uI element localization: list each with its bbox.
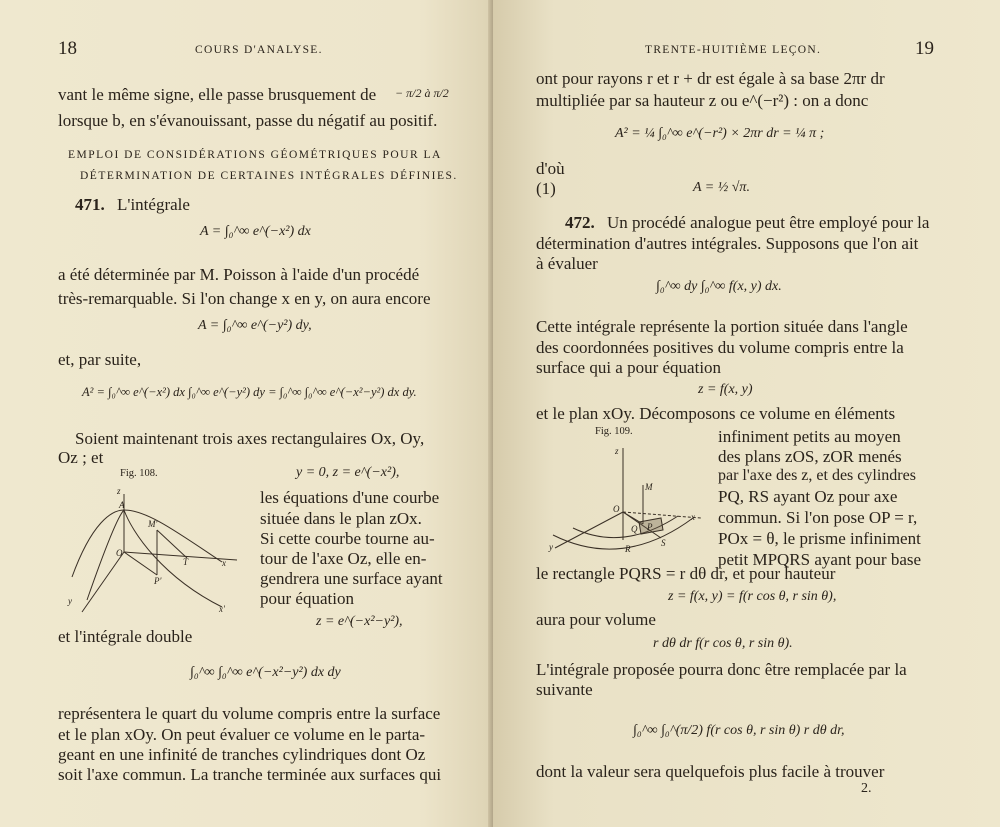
equation: y = 0, z = e^(−x²), xyxy=(296,465,400,480)
text-line: ont pour rayons r et r + dr est égale à sa base 2πr dr xyxy=(536,69,885,88)
equation: A = ∫₀^∞ e^(−y²) dy, xyxy=(198,318,312,333)
text-line: a été déterminée par M. Poisson à l'aide d'un procédé xyxy=(58,265,420,284)
text-line: PQ, RS ayant Oz pour axe xyxy=(718,487,898,506)
fig-label: A xyxy=(119,500,125,510)
text-line: Cette intégrale représente la portion située dans l'angle xyxy=(536,317,908,336)
text-line: très-remarquable. Si l'on change x en y, on aura encore xyxy=(58,289,431,308)
text-line: et l'intégrale double xyxy=(58,627,193,646)
equation: ∫₀^∞ ∫₀^(π/2) f(r cos θ, r sin θ) r dθ dr, xyxy=(633,723,845,738)
text-line: détermination d'autres intégrales. Supposons que l'on ait xyxy=(536,234,919,253)
text-line: d'où xyxy=(536,159,565,178)
text-line: surface qui a pour équation xyxy=(536,358,722,377)
x-axis xyxy=(124,552,237,560)
fig-label: P' xyxy=(154,576,162,586)
fig-label: M xyxy=(645,482,653,492)
text-line: petit MPQRS ayant pour base xyxy=(718,550,922,569)
figure-108 xyxy=(62,482,262,622)
text-line: tour de l'axe Oz, elle en- xyxy=(260,549,427,568)
text-line: par l'axe des z, et des cylindres xyxy=(718,467,916,484)
fig-label: Q xyxy=(631,524,638,534)
text-line: Si cette courbe tourne au- xyxy=(260,529,435,548)
equation: z = f(x, y) = f(r cos θ, r sin θ), xyxy=(668,589,837,604)
text-line: multipliée par sa hauteur z ou e^(−r²) : on a donc xyxy=(536,91,869,110)
text-line: et, par suite, xyxy=(58,350,142,369)
y-axis xyxy=(555,512,623,548)
section-title: DÉTERMINATION DE CERTAINES INTÉGRALES DÉFINIES. xyxy=(80,170,458,182)
fig-label: y xyxy=(549,542,553,552)
fig-label: y xyxy=(68,596,72,606)
figure-label: Fig. 108. xyxy=(120,468,158,479)
text-line: Un procédé analogue peut être employé pour la xyxy=(607,213,930,232)
text-line: des plans zOS, zOR menés xyxy=(718,447,902,466)
right-page xyxy=(493,0,1000,827)
text-line: lorsque b, en s'évanouissant, passe du négatif au positif. xyxy=(58,111,438,130)
text-line: représentera le quart du volume compris entre la surface xyxy=(58,704,441,723)
fig-label: z xyxy=(117,486,121,496)
figure-label: Fig. 109. xyxy=(595,426,633,437)
signature-mark: 2. xyxy=(861,781,872,796)
section-title: EMPLOI DE CONSIDÉRATIONS GÉOMÉTRIQUES POUR LA xyxy=(68,149,442,161)
fig-label: x xyxy=(691,512,695,522)
text-line: Oz ; et xyxy=(58,448,104,467)
text-line: pour équation xyxy=(260,589,354,608)
line-mt xyxy=(157,530,187,558)
running-head: COURS D'ANALYSE. xyxy=(195,44,323,56)
y-axis xyxy=(82,552,124,612)
equation: A² = ∫₀^∞ e^(−x²) dx ∫₀^∞ e^(−y²) dy = ∫₀^∞ ∫₀^∞ e^(−x²−y²) dx dy. xyxy=(82,385,417,399)
text-line: vant le même signe, elle passe brusquement de xyxy=(58,85,377,104)
text-line: gendrera une surface ayant xyxy=(260,569,443,588)
fig-label: x xyxy=(222,558,226,568)
fig-label: O xyxy=(116,548,123,558)
fig-label: O xyxy=(613,504,620,514)
text-line: les équations d'une courbe xyxy=(260,488,440,507)
text-line: L'intégrale proposée pourra donc être remplacée par la xyxy=(536,660,907,679)
text-line: située dans le plan zOx. xyxy=(260,509,422,528)
paragraph-number: 471. xyxy=(75,195,105,214)
equation: z = e^(−x²−y²), xyxy=(316,614,403,629)
text-line: et le plan xOy. On peut évaluer ce volume en le parta- xyxy=(58,725,426,744)
curve-zx xyxy=(72,510,222,577)
left-page xyxy=(0,0,493,827)
fig-label: T xyxy=(183,557,189,567)
equation-number: (1) xyxy=(536,179,556,198)
equation: A = ∫₀^∞ e^(−x²) dx xyxy=(200,224,311,239)
line-op xyxy=(124,552,157,575)
text-line: soit l'axe commun. La tranche terminée aux surfaces qui xyxy=(58,765,442,784)
x-axis xyxy=(623,512,701,518)
curve-y xyxy=(124,510,222,607)
inline-fraction: − π/2 à π/2 xyxy=(395,86,449,100)
equation: ∫₀^∞ dy ∫₀^∞ f(x, y) dx. xyxy=(656,279,782,294)
equation: A = ½ √π. xyxy=(693,180,750,195)
text-line: dont la valeur sera quelquefois plus facile à trouver xyxy=(536,762,885,781)
fig-label: x' xyxy=(219,604,225,614)
text-line: L'intégrale xyxy=(117,195,190,214)
equation: A² = ¼ ∫₀^∞ e^(−r²) × 2πr dr = ¼ π ; xyxy=(615,126,825,141)
paragraph-number: 472. xyxy=(565,213,595,232)
text-line: Soient maintenant trois axes rectangulaires Ox, Oy, xyxy=(75,429,425,448)
fig-label: P xyxy=(647,522,653,532)
figure-109 xyxy=(543,440,723,560)
equation: ∫₀^∞ ∫₀^∞ e^(−x²−y²) dx dy xyxy=(190,665,341,680)
text-line: POx = θ, le prisme infiniment xyxy=(718,529,921,548)
fig-label: M' xyxy=(148,519,158,529)
text-line: et le plan xOy. Décomposons ce volume en éléments xyxy=(536,404,896,423)
text-line: le rectangle PQRS = r dθ dr, et pour hauteur xyxy=(536,564,836,583)
text-line: geant en une infinité de tranches cylindriques dont Oz xyxy=(58,745,426,764)
text-line: suivante xyxy=(536,680,593,699)
fig-label: z xyxy=(615,446,619,456)
text-line: à évaluer xyxy=(536,254,598,273)
page-number: 18 xyxy=(58,38,77,59)
fig-label: S xyxy=(661,538,666,548)
running-head: TRENTE-HUITIÈME LEÇON. xyxy=(645,44,822,56)
text-line: des coordonnées positives du volume compris entre la xyxy=(536,338,904,357)
page-number: 19 xyxy=(915,38,934,59)
text-line: infiniment petits au moyen xyxy=(718,427,901,446)
fig-label: R xyxy=(625,544,631,554)
text-line: aura pour volume xyxy=(536,610,656,629)
equation: z = f(x, y) xyxy=(698,382,753,397)
text-line: commun. Si l'on pose OP = r, xyxy=(718,508,918,527)
equation: r dθ dr f(r cos θ, r sin θ). xyxy=(653,636,793,651)
